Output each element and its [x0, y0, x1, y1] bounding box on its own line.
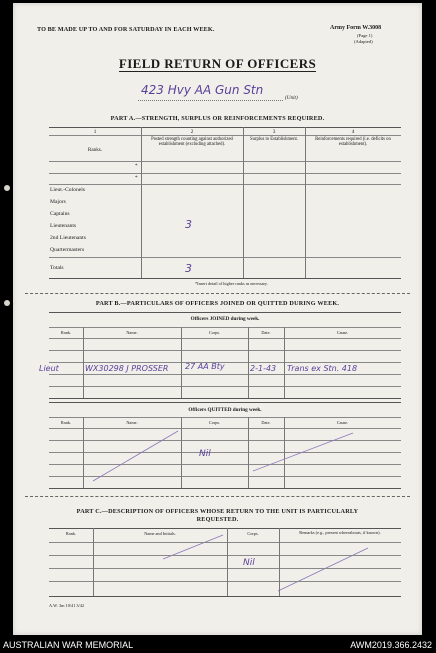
- col-number-4: 4: [351, 129, 355, 135]
- part-a-footnote: *Insert detail of higher ranks as necessary.: [195, 281, 268, 286]
- partc-col-rank: Rank.: [65, 531, 77, 536]
- totals-value: 3: [185, 262, 192, 275]
- quitted-col-name: Name.: [126, 420, 138, 425]
- partc-col-corps: Corps.: [247, 531, 259, 536]
- quitted-col-rank: Rank.: [60, 420, 72, 425]
- footer-accession: AWM2019.366.2432: [350, 640, 432, 650]
- archive-footer: [0, 635, 436, 653]
- col-number-3: 3: [272, 129, 276, 135]
- joined-col-cause: Cause.: [336, 330, 349, 335]
- joined-col-date: Date.: [261, 330, 271, 335]
- joined-col-rank: Rank.: [60, 330, 72, 335]
- partc-col-name: Name and Initials.: [144, 531, 176, 536]
- quitted-col-cause: Cause.: [336, 420, 349, 425]
- col-header-posted: Posted strength counting against authorized establishment (excluding attached).: [151, 137, 233, 148]
- totals-label: Totals: [50, 265, 64, 271]
- form-page: (Page 1): [357, 33, 373, 38]
- footer-institution: AUSTRALIAN WAR MEMORIAL: [3, 640, 134, 650]
- page-title: FIELD RETURN OF OFFICERS: [118, 56, 317, 71]
- quitted-title: Officers QUITTED during week.: [188, 407, 262, 413]
- joined-cause-value: Trans ex Stn. 418: [287, 364, 358, 373]
- part-c-heading-2: REQUESTED.: [196, 516, 239, 523]
- col-number-2: 2: [190, 129, 194, 135]
- quitted-nil: Nil: [199, 449, 211, 459]
- col-header-reinforcements: Reinforcements required (i.e. deficits on establishment).: [315, 137, 391, 148]
- joined-date-value: 2-1-43: [250, 364, 277, 373]
- col-header-surplus: Surplus to Establishment.: [249, 137, 299, 142]
- punch-hole: [4, 300, 10, 306]
- partc-col-remarks: Remarks (e.g., present whereabouts, if known).: [299, 530, 381, 535]
- joined-corps-value: 27 AA Bty: [185, 362, 225, 371]
- strike-lines: [13, 3, 422, 635]
- punch-hole: [4, 185, 10, 191]
- part-c-heading-1: PART C.—DESCRIPTION OF OFFICERS WHOSE RETURN TO THE UNIT IS PARTICULARLY: [76, 508, 359, 515]
- lieutenants-value: 3: [185, 218, 192, 231]
- joined-rank-value: Lieut: [39, 364, 59, 373]
- header-instruction: TO BE MADE UP TO AND FOR SATURDAY IN EACH WEEK.: [37, 26, 215, 33]
- joined-col-name: Name.: [126, 330, 138, 335]
- joined-col-corps: Corps.: [208, 330, 221, 335]
- form-adapted: (Adapted): [354, 39, 373, 44]
- rank-lieutenants: Lieutenants: [50, 223, 77, 229]
- form-number: Army Form W.3008: [330, 25, 382, 31]
- rank-2nd-lieutenants: 2nd Lieutenants: [50, 235, 86, 241]
- joined-title: Officers JOINED during week.: [190, 316, 260, 322]
- rank-captains: Captains: [50, 211, 70, 217]
- part-a-heading: PART A.—STRENGTH, SURPLUS OR REINFORCEMENTS REQUIRED.: [110, 115, 325, 122]
- asterisk-1: *: [135, 163, 138, 169]
- unit-label: (Unit): [285, 95, 298, 101]
- joined-name-value: WX30298 J PROSSER: [85, 364, 169, 373]
- print-code: A.W. 3m 10/41 3/42: [49, 603, 85, 608]
- asterisk-2: *: [135, 175, 138, 181]
- rank-quartermasters: Quartermasters: [50, 247, 85, 253]
- partc-nil: Nil: [243, 558, 255, 568]
- col-number-1: 1: [93, 129, 97, 135]
- unit-handwritten: 423 Hvy AA Gun Stn: [141, 83, 264, 97]
- quitted-col-date: Date.: [261, 420, 271, 425]
- part-b-heading: PART B.—PARTICULARS OF OFFICERS JOINED OR QUITTED DURING WEEK.: [95, 300, 340, 307]
- document-page: [13, 3, 422, 635]
- quitted-col-corps: Corps.: [208, 420, 221, 425]
- rank-lieut-colonels: Lieut.-Colonels: [50, 187, 85, 193]
- rank-majors: Majors: [50, 199, 66, 205]
- col-header-ranks: Ranks.: [87, 147, 103, 153]
